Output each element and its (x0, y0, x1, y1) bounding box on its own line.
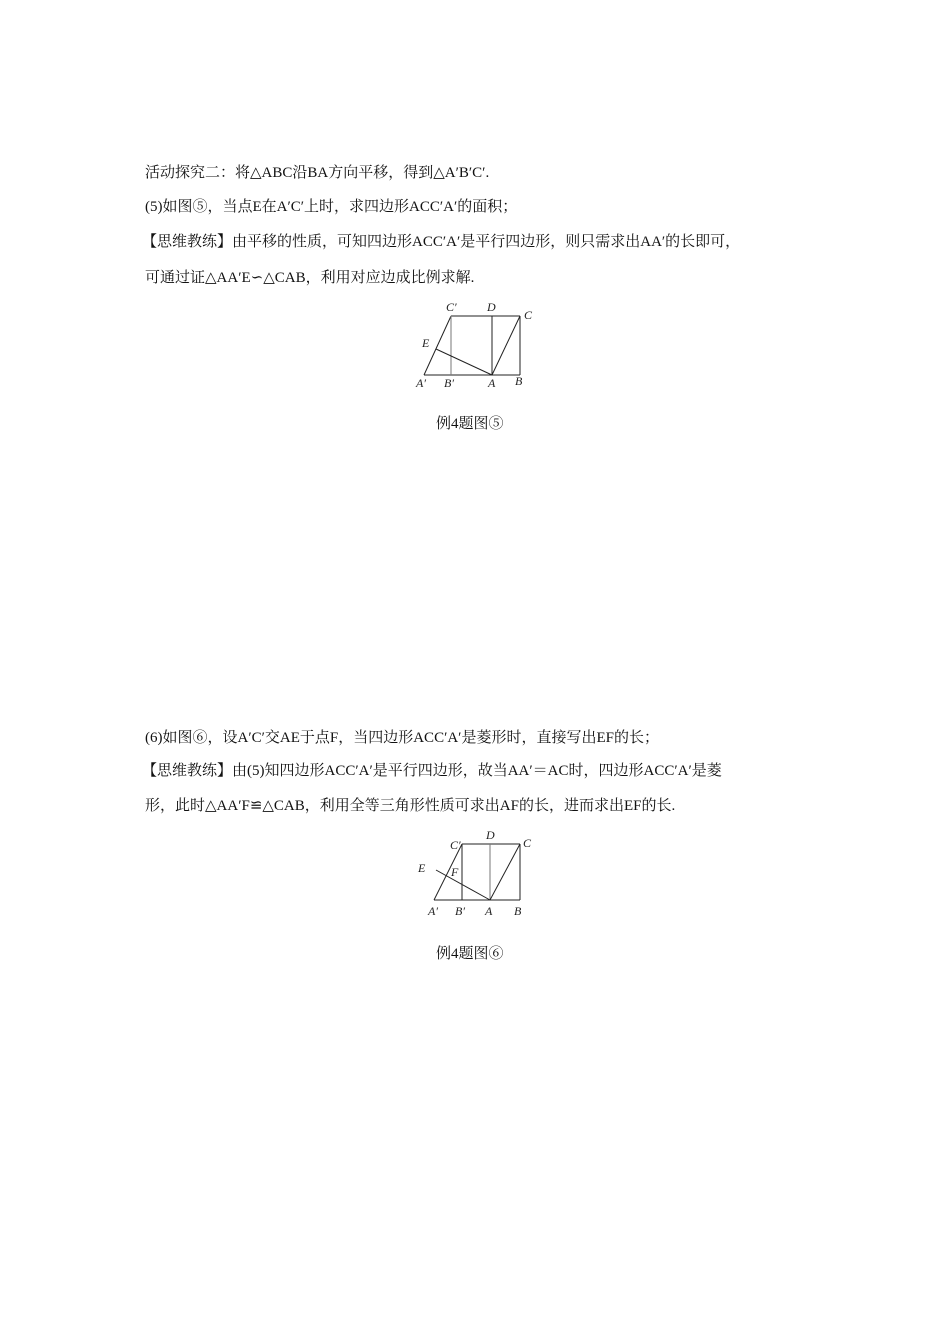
figure-6-caption: 例4题图⑥ (436, 946, 504, 962)
svg-text:A′: A′ (428, 904, 438, 918)
svg-text:D: D (486, 828, 495, 842)
question-5: (5)如图⑤，当点E在A′C′上时，求四边形ACC′A′的面积； (145, 199, 518, 215)
svg-text:B′: B′ (455, 904, 465, 918)
figure-6 (434, 844, 520, 900)
svg-text:C: C (524, 308, 533, 322)
svg-text:D: D (487, 300, 496, 314)
svg-text:B: B (515, 374, 523, 388)
svg-text:A′: A′ (416, 376, 426, 390)
svg-text:A: A (485, 904, 493, 918)
figure-5-caption: 例4题图⑤ (436, 416, 504, 432)
hint-6-line2: 形，此时△AA′F≌△CAB，利用全等三角形性质可求出AF的长，进而求出EF的长. (145, 798, 676, 814)
svg-text:C′: C′ (450, 838, 461, 852)
figure-5-labels (415, 300, 533, 390)
svg-text:C: C (523, 836, 532, 850)
hint-5-line2: 可通过证△AA′E∽△CAB，利用对应边成比例求解. (145, 270, 475, 286)
hint-6-line1: 【思维教练】由(5)知四边形ACC′A′是平行四边形，故当AA′＝AC时，四边形ACC′A′是菱 (142, 763, 722, 779)
svg-text:C′: C′ (446, 300, 457, 314)
hint-5-line1: 【思维教练】由平移的性质，可知四边形ACC′A′是平行四边形，则只需求出AA′的长即可， (142, 234, 741, 250)
svg-text:F: F (451, 865, 459, 879)
svg-text:E: E (422, 336, 430, 350)
svg-text:E: E (418, 861, 426, 875)
figure-5 (424, 316, 520, 375)
svg-text:B′: B′ (444, 376, 454, 390)
figure-6-labels (417, 828, 532, 918)
question-6: (6)如图⑥，设A′C′交AE于点F，当四边形ACC′A′是菱形时，直接写出EF的长； (145, 730, 659, 746)
svg-text:B: B (514, 904, 522, 918)
intro-text: 活动探究二：将△ABC沿BA方向平移，得到△A′B′C′. (145, 165, 490, 181)
svg-text:A: A (488, 376, 496, 390)
